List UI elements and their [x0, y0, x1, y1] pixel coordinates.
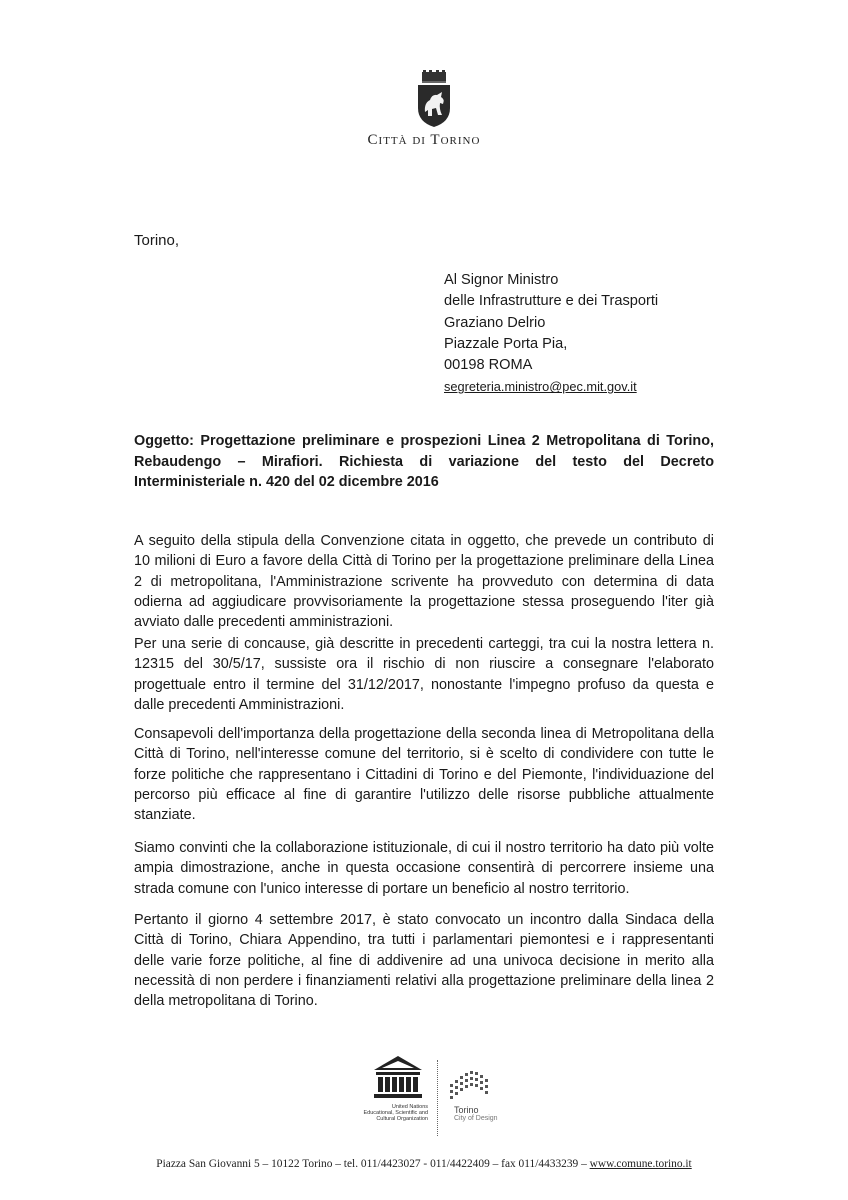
- recipient-block: [444, 270, 658, 398]
- paragraph-line: 2 di metropolitana, l'Amministrazione scrivente ha provveduto con determina di data: [134, 573, 714, 590]
- paragraph-line: Siamo convinti che la collaborazione istituzionale, di cui il nostro territorio ha dato più volte: [134, 840, 714, 856]
- design-logo-subtitle: City of Design: [454, 1115, 498, 1122]
- recipient-email: segreteria.ministro@pec.mit.gov.it: [444, 379, 637, 395]
- paragraph-line: necessità di non perdere i finanziamenti relativi alla progettazione preliminare della linea 2: [134, 972, 714, 989]
- paragraph-line: delle varie forze politiche, al fine di addivenire ad una univoca decisione in merito alla: [134, 952, 714, 969]
- torino-bull-crest-icon: [414, 70, 454, 128]
- logo-divider: [437, 1060, 438, 1136]
- subject-heading: [134, 431, 714, 493]
- paragraph-line: percorso più efficace al fine di garantire l'utilizzo delle risorse pubbliche attualmente: [134, 786, 714, 803]
- paragraph-line: Pertanto il giorno 4 settembre 2017, è stato convocato un incontro dalla Sindaca della: [134, 912, 714, 928]
- paragraph-line: stanziate.: [134, 807, 196, 824]
- paragraph-line: Per una serie di concause, già descritte in precedenti carteggi, tra cui la nostra lettera n.: [134, 636, 714, 652]
- footer-address: Piazza San Giovanni 5 – 10122 Torino – tel. 011/4423027 - 011/4422409 – fax 011/4433239 –: [156, 1158, 590, 1170]
- footer-contact-line: [0, 1158, 848, 1170]
- design-logo-title: Torino: [454, 1105, 479, 1115]
- subject-line: Rebaudengo – Mirafiori. Richiesta di variazione del testo del Decreto: [134, 453, 714, 470]
- paragraph-line: ampia dimostrazione, anche in questa occasione consentirà di percorrere insieme una: [134, 860, 714, 877]
- recipient-line: Graziano Delrio: [444, 314, 546, 331]
- paragraph-line: odierna ad aggiudicare provvisoriamente la progettazione stessa proseguendo l'iter già: [134, 593, 714, 610]
- paragraph-line: Città di Torino, nell'interesse comune del territorio, si è scelto di condividere con tutte le: [134, 746, 714, 763]
- paragraph-line: dalle precedenti Amministrazioni.: [134, 696, 345, 713]
- paragraph-line: della metropolitana di Torino.: [134, 993, 318, 1010]
- body-paragraph-5: [134, 910, 714, 1011]
- unesco-caption-line: Cultural Organization: [376, 1116, 428, 1123]
- subject-line: Oggetto: Progettazione preliminare e prospezioni Linea 2 Metropolitana di Torino,: [134, 433, 714, 449]
- recipient-line: 00198 ROMA: [444, 357, 533, 374]
- unesco-caption: [348, 1104, 428, 1123]
- unesco-caption-line: Educational, Scientific and: [363, 1110, 428, 1117]
- torino-city-of-design-icon: [448, 1060, 492, 1104]
- subject-line: Interministeriale n. 420 del 02 dicembre 2016: [134, 474, 439, 490]
- paragraph-line: progettuale entro il termine del 31/12/2017, nonostante l'impegno profuso da questa e: [134, 676, 714, 693]
- paragraph-line: forze politiche che rappresentano i Cittadini di Torino e del Piemonte, l'individuazione del: [134, 766, 714, 783]
- recipient-line: Al Signor Ministro: [444, 272, 559, 288]
- paragraph-line: A seguito della stipula della Convenzione citata in oggetto, che prevede un contributo di: [134, 533, 714, 549]
- recipient-line: delle Infrastrutture e dei Trasporti: [444, 293, 659, 310]
- paragraph-line: 10 milioni di Euro a favore della Città di Torino per la progettazione preliminare della Linea: [134, 553, 714, 570]
- paragraph-line: Consapevoli dell'importanza della progettazione della seconda linea di Metropolitana della: [134, 726, 714, 742]
- city-name: Città di Torino: [367, 132, 481, 148]
- body-paragraph-4: [134, 838, 714, 899]
- body-paragraph-3: [134, 724, 714, 825]
- unesco-temple-icon: [372, 1054, 424, 1100]
- unesco-caption-line: United Nations: [391, 1104, 428, 1110]
- body-paragraph-1: [134, 531, 714, 632]
- paragraph-line: strada comune con l'unico interesse di portare un beneficio al nostro territorio.: [134, 880, 630, 897]
- paragraph-line: Città di Torino, Chiara Appendino, tra tutti i parlamentari piemontesi e i rappresentanti: [134, 932, 714, 949]
- footer-website-link[interactable]: www.comune.torino.it: [589, 1158, 692, 1170]
- body-paragraph-2: [134, 634, 714, 715]
- letter-place: Torino,: [134, 232, 180, 249]
- recipient-line: Piazzale Porta Pia,: [444, 335, 568, 352]
- paragraph-line: avviato dalle precedenti amministrazioni.: [134, 614, 394, 631]
- paragraph-line: 12315 del 30/5/17, sussiste ora il rischio di non riuscire a consegnare l'elaborato: [134, 656, 714, 673]
